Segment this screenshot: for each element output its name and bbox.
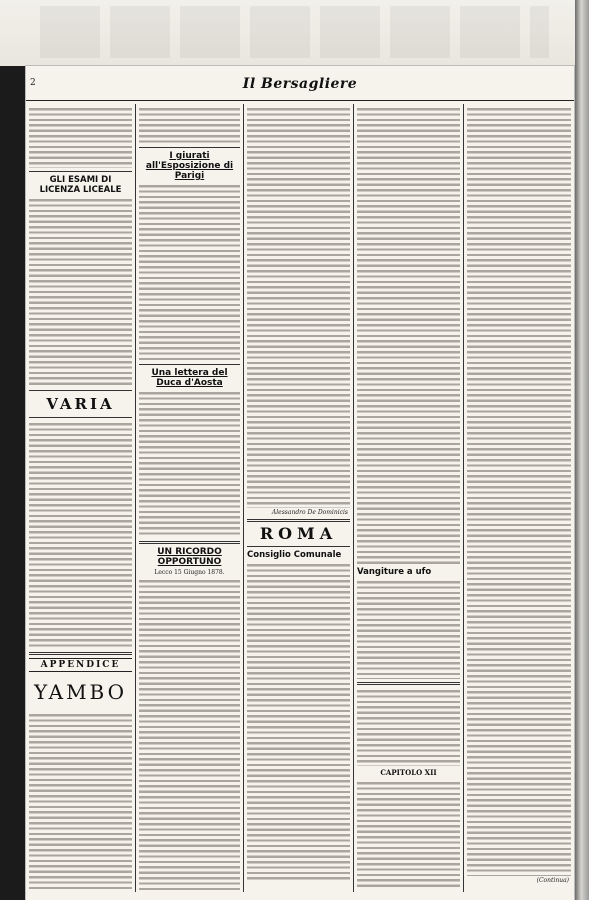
previous-page-edge [0, 0, 589, 66]
article-text [357, 780, 460, 890]
article-text [139, 183, 240, 361]
headline-appendix: APPENDICE [29, 658, 132, 672]
book-binding-edge [575, 0, 589, 900]
article-text [29, 197, 132, 387]
column-3 [244, 104, 354, 892]
article-text [139, 390, 240, 538]
headline-letter: Una lettera del Duca d'Aosta [151, 368, 228, 388]
column-1 [26, 104, 136, 892]
article-text [357, 579, 460, 679]
column-4 [354, 104, 464, 892]
article-text [357, 106, 460, 564]
article-text [29, 106, 132, 168]
newspaper-title: Il Bersagliere [242, 76, 358, 92]
article-text [247, 106, 350, 508]
article-text [29, 421, 132, 649]
article-text [29, 712, 132, 892]
headline-roma: ROMA [259, 524, 338, 543]
headline-giurati: I giurati all'Esposizione di Parigi [145, 151, 234, 181]
article-text [247, 562, 350, 880]
article-signature: Alessandro De Dominicis [271, 509, 348, 516]
headline-varia: VARIA [46, 395, 115, 413]
page-number: 2 [30, 78, 36, 88]
masthead [26, 66, 574, 101]
article-text [467, 106, 571, 876]
subheading-council: Consiglio Comunale [247, 550, 342, 560]
article-text [139, 106, 240, 144]
dateline: Lecco 15 Giugno 1878. [154, 569, 225, 576]
chapter-heading: CAPITOLO XII [380, 768, 437, 777]
headline-exams: GLI ESAMI DI LICENZA LICEALE [39, 175, 122, 195]
newspaper-page [26, 66, 574, 900]
serial-novel-title: YAMBO [33, 680, 128, 704]
article-text [139, 578, 240, 892]
column-2 [136, 104, 244, 892]
column-5 [464, 104, 574, 892]
headline-vagiture: Vangiture a ufo [357, 567, 432, 577]
article-text [357, 688, 460, 766]
continued-note: (Continua) [536, 877, 569, 884]
headline-ricordo: UN RICORDO OPPORTUNO [157, 547, 222, 567]
